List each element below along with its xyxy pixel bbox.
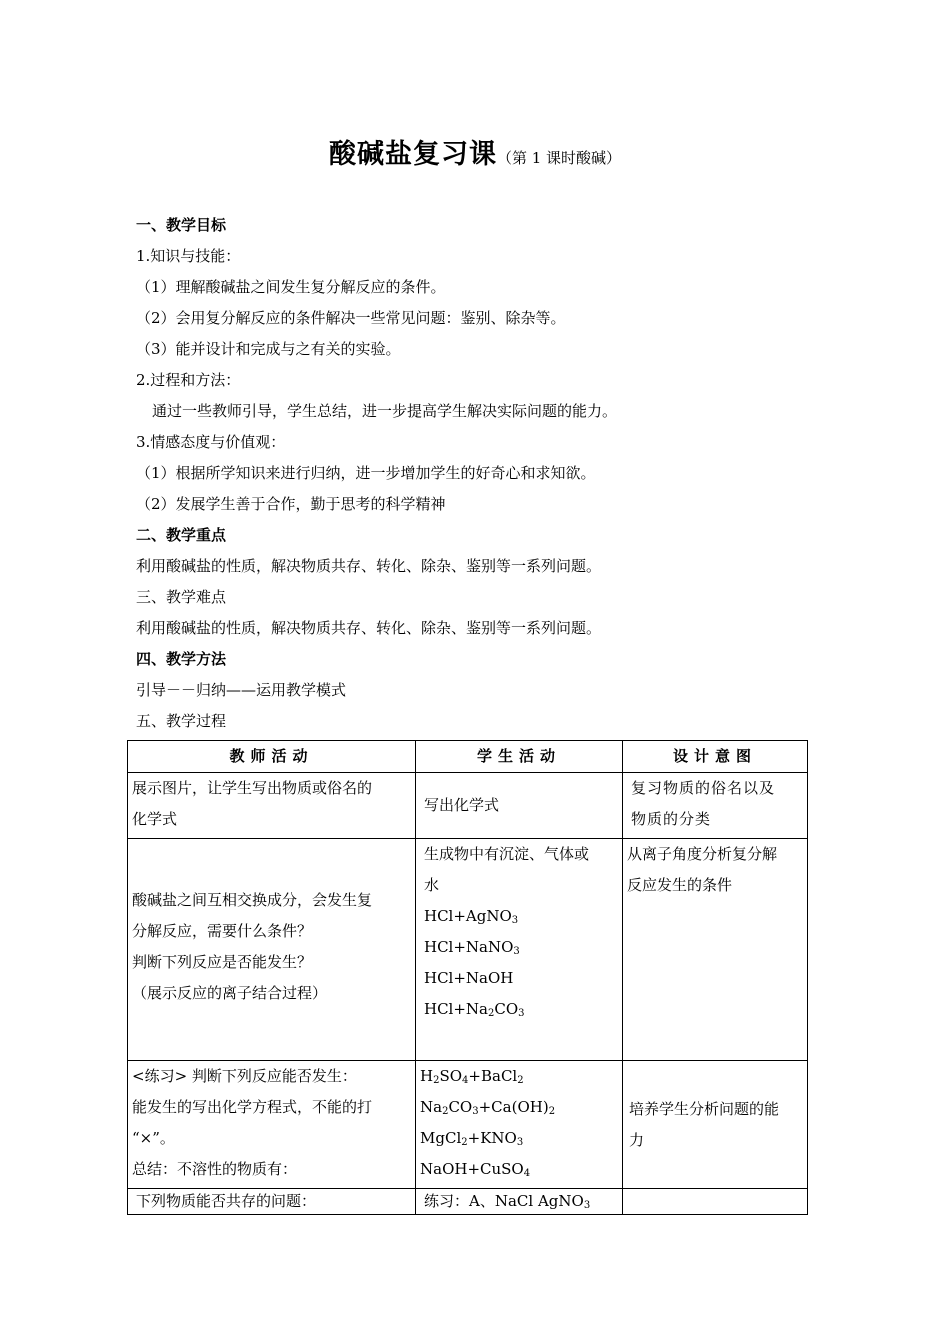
table-row bbox=[128, 839, 808, 1061]
text-line: （2）发展学生善于合作，勤于思考的科学精神 bbox=[136, 495, 446, 513]
title-main: 酸碱盐复习课 bbox=[328, 139, 497, 170]
text-line: （1）根据所学知识来进行归纳，进一步增加学生的好奇心和求知欲。 bbox=[136, 464, 596, 482]
cell-student: 写出化学式 bbox=[416, 773, 623, 839]
formula: NaOH+CuSO$_4$ bbox=[420, 1160, 531, 1179]
cell-student bbox=[416, 1061, 623, 1189]
text-line: 3.情感态度与价值观： bbox=[136, 433, 286, 451]
text-line: （3）能并设计和完成与之有关的实验。 bbox=[136, 340, 401, 358]
title-sub: （第 1 课时酸碱） bbox=[496, 149, 622, 167]
cell-intent: 培养学生分析问题的能 力 bbox=[623, 1061, 808, 1189]
section-heading: 二、教学重点 bbox=[136, 526, 227, 544]
cell-student: 生成物中有沉淀、气体或 水 HCl+AgNO$_3$ HCl+NaNO$_3$ HCl+NaOH $HCl+Na_2CO_3$ bbox=[416, 839, 623, 1061]
table-row bbox=[128, 1061, 808, 1189]
table-header-row bbox=[128, 741, 808, 773]
formula: $Na_2CO_3+Ca(OH)_2$ bbox=[420, 1098, 556, 1117]
cell-teacher: 下列物质能否共存的问题： bbox=[128, 1189, 416, 1215]
text-line: 利用酸碱盐的性质，解决物质共存、转化、除杂、鉴别等一系列问题。 bbox=[136, 619, 602, 637]
table-row bbox=[128, 773, 808, 839]
formula: $H_2SO_4+BaCl_2$ bbox=[420, 1067, 524, 1086]
section-heading: 四、教学方法 bbox=[136, 650, 227, 668]
teaching-process-table bbox=[127, 740, 808, 1215]
document-title bbox=[0, 132, 950, 171]
text-line: 利用酸碱盐的性质，解决物质共存、转化、除杂、鉴别等一系列问题。 bbox=[136, 557, 602, 575]
formula: $HCl+Na_2CO_3$ bbox=[424, 1000, 525, 1019]
formula: HCl+NaOH bbox=[424, 969, 514, 987]
text-line: 1.知识与技能： bbox=[136, 247, 241, 265]
text-line: （1）理解酸碱盐之间发生复分解反应的条件。 bbox=[136, 278, 446, 296]
text-line: （2）会用复分解反应的条件解决一些常见问题：鉴别、除杂等。 bbox=[136, 309, 566, 327]
header-teacher: 教师活动 bbox=[128, 741, 416, 773]
formula: 练习：A、NaCl AgNO$_3$ bbox=[424, 1192, 591, 1211]
section-heading: 三、教学难点 bbox=[136, 588, 227, 606]
formula: HCl+AgNO$_3$ bbox=[424, 907, 519, 926]
text-line: 2.过程和方法： bbox=[136, 371, 241, 389]
cell-teacher: 酸碱盐之间互相交换成分，会发生复 分解反应，需要什么条件？ 判断下列反应是否能发生？ （展示反应的离子结合过程） bbox=[128, 839, 416, 1061]
cell-intent: 从离子角度分析复分解 反应发生的条件 bbox=[623, 839, 808, 1061]
formula: $MgCl_2+KNO_3$ bbox=[420, 1129, 524, 1148]
header-intent: 设计意图 bbox=[623, 741, 808, 773]
cell-intent bbox=[623, 1189, 808, 1215]
header-student: 学生活动 bbox=[416, 741, 623, 773]
cell-teacher: 展示图片，让学生写出物质或俗名的 化学式 bbox=[128, 773, 416, 839]
cell-intent: 复习物质的俗名以及 物质的分类 bbox=[623, 773, 808, 839]
section-heading: 五、教学过程 bbox=[136, 712, 227, 730]
formula: HCl+NaNO$_3$ bbox=[424, 938, 520, 957]
section-heading: 一、教学目标 bbox=[136, 216, 227, 234]
cell-teacher: <练习> 判断下列反应能否发生： 能发生的写出化学方程式，不能的打 “×”。 总结：不溶性的物质有： bbox=[128, 1061, 416, 1189]
table-row bbox=[128, 1189, 808, 1215]
text-line: 引导－－归纳——运用教学模式 bbox=[136, 681, 347, 699]
text-line: 通过一些教师引导，学生总结，进一步提高学生解决实际问题的能力。 bbox=[152, 402, 618, 420]
document-body bbox=[136, 210, 816, 737]
cell-student bbox=[416, 1189, 623, 1215]
